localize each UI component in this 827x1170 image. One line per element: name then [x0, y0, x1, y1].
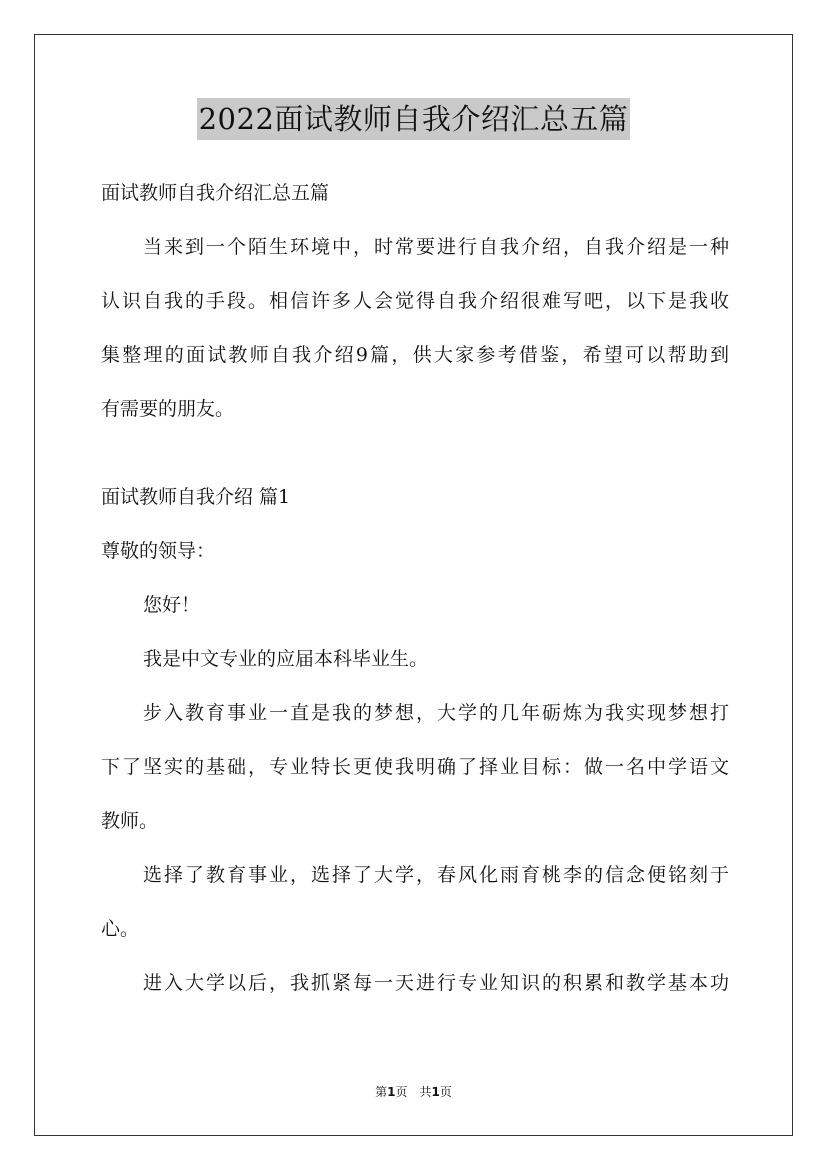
total-pages: 1 — [431, 1085, 440, 1099]
paragraph-2-line-2: 下了坚实的基础，专业特长更使我明确了择业目标：做一名中学语文 — [101, 756, 729, 778]
section-heading: 面试教师自我介绍 篇1 — [101, 486, 291, 508]
document-subtitle: 面试教师自我介绍汇总五篇 — [101, 182, 330, 204]
intro-line-4: 有需要的朋友。 — [101, 398, 235, 420]
total-prefix: 共 — [419, 1085, 432, 1099]
page-suffix: 页 — [395, 1085, 408, 1099]
document-title: 2022面试教师自我介绍汇总五篇 — [197, 98, 631, 140]
paragraph-1: 我是中文专业的应届本科毕业生。 — [143, 648, 429, 670]
intro-line-3: 集整理的面试教师自我介绍9篇，供大家参考借鉴，希望可以帮助到 — [101, 344, 729, 366]
salutation: 尊敬的领导： — [101, 540, 216, 562]
title-container — [0, 98, 827, 140]
document-body — [101, 172, 729, 1016]
blank-line — [101, 442, 729, 476]
total-suffix: 页 — [439, 1085, 452, 1099]
paragraph-4-line-1: 进入大学以后，我抓紧每一天进行专业知识的积累和教学基本功 — [143, 972, 729, 994]
page-number: 1 — [387, 1085, 396, 1099]
intro-line-1: 当来到一个陌生环境中，时常要进行自我介绍，自我介绍是一种 — [143, 236, 729, 258]
page-footer — [0, 1083, 827, 1100]
paragraph-3-line-1: 选择了教育事业，选择了大学，春风化雨育桃李的信念便铭刻于 — [143, 864, 729, 886]
page-prefix: 第 — [375, 1085, 388, 1099]
paragraph-2-line-1: 步入教育事业一直是我的梦想，大学的几年砺炼为我实现梦想打 — [143, 702, 729, 724]
paragraph-3-line-2: 心。 — [101, 918, 140, 940]
intro-line-2: 认识自我的手段。相信许多人会觉得自我介绍很难写吧，以下是我收 — [101, 290, 729, 312]
paragraph-2-line-3: 教师。 — [101, 810, 159, 832]
greeting: 您好！ — [143, 594, 201, 616]
